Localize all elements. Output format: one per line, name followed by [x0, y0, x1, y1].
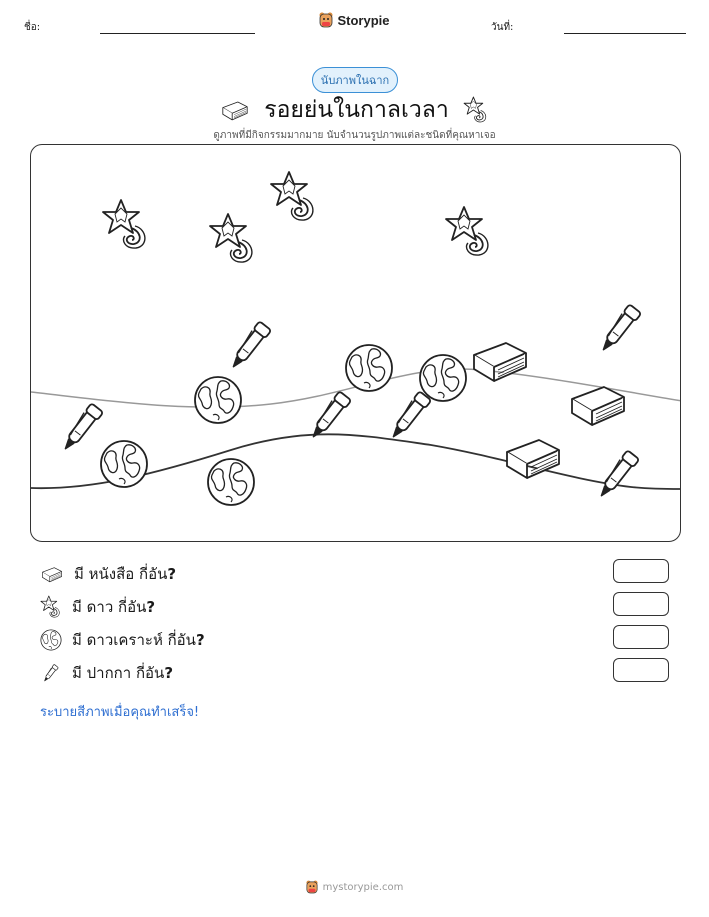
- question-planets: [40, 628, 205, 652]
- bear-logo-icon: [306, 880, 318, 894]
- star-icon: [210, 214, 252, 262]
- site-url: mystorypie.com: [322, 881, 404, 893]
- question-mark: ?: [195, 631, 205, 649]
- planet-icon: [40, 629, 62, 651]
- question-mark: ?: [167, 565, 177, 583]
- title-row: [0, 92, 709, 128]
- brand-name: Storypie: [337, 12, 390, 28]
- question-stars: [40, 595, 155, 619]
- name-line[interactable]: [100, 33, 255, 34]
- book-icon: [220, 97, 250, 123]
- planet-icon: [208, 459, 254, 505]
- question-text: มี หนังสือ กี่อัน: [74, 565, 168, 583]
- star-icon: [446, 207, 488, 255]
- site-footer: [0, 880, 709, 894]
- pen-icon: [595, 450, 639, 500]
- question-text: มี ดาว กี่อัน: [72, 598, 147, 616]
- question-text: มี ดาวเคราะห์ กี่อัน: [72, 631, 196, 649]
- brand-logo: [0, 12, 709, 28]
- question-pens: [40, 661, 173, 685]
- coloring-note: ระบายสีภาพเมื่อคุณทำเสร็จ!: [40, 705, 200, 720]
- answer-box-stars[interactable]: [613, 592, 669, 616]
- question-mark: ?: [164, 664, 174, 682]
- question-mark: ?: [146, 598, 156, 616]
- pen-icon: [59, 403, 103, 453]
- planet-icon: [420, 355, 466, 401]
- answer-box-pens[interactable]: [613, 658, 669, 682]
- pen-icon: [597, 304, 641, 354]
- planet-icon: [195, 377, 241, 423]
- planet-icon: [346, 345, 392, 391]
- star-icon: [271, 172, 313, 220]
- star-icon: [40, 595, 62, 619]
- answer-box-books[interactable]: [613, 559, 669, 583]
- answer-box-planets[interactable]: [613, 625, 669, 649]
- book-icon: [572, 387, 624, 425]
- name-label: ชื่อ:: [24, 22, 41, 33]
- date-line[interactable]: [564, 33, 686, 34]
- planet-icon: [101, 441, 147, 487]
- star-icon: [103, 200, 145, 248]
- pen-icon: [227, 321, 271, 371]
- scene-illustration: [31, 145, 681, 542]
- date-label: วันที่:: [491, 22, 514, 33]
- question-books: [40, 562, 176, 586]
- book-icon: [474, 343, 526, 381]
- pen-icon: [387, 391, 431, 441]
- bear-logo-icon: [319, 12, 333, 28]
- counting-scene: [30, 144, 681, 542]
- category-badge: นับภาพในฉาก: [312, 67, 398, 93]
- instructions: ดูภาพที่มีกิจกรรมมากมาย นับจำนวนรูปภาพแต่ละชนิดที่คุณหาเจอ: [213, 130, 496, 141]
- pen-icon: [40, 661, 62, 685]
- question-text: มี ปากกา กี่อัน: [72, 664, 165, 682]
- star-icon: [463, 96, 489, 124]
- page-title: รอยย่นในกาลเวลา: [264, 97, 449, 123]
- book-icon: [40, 564, 64, 584]
